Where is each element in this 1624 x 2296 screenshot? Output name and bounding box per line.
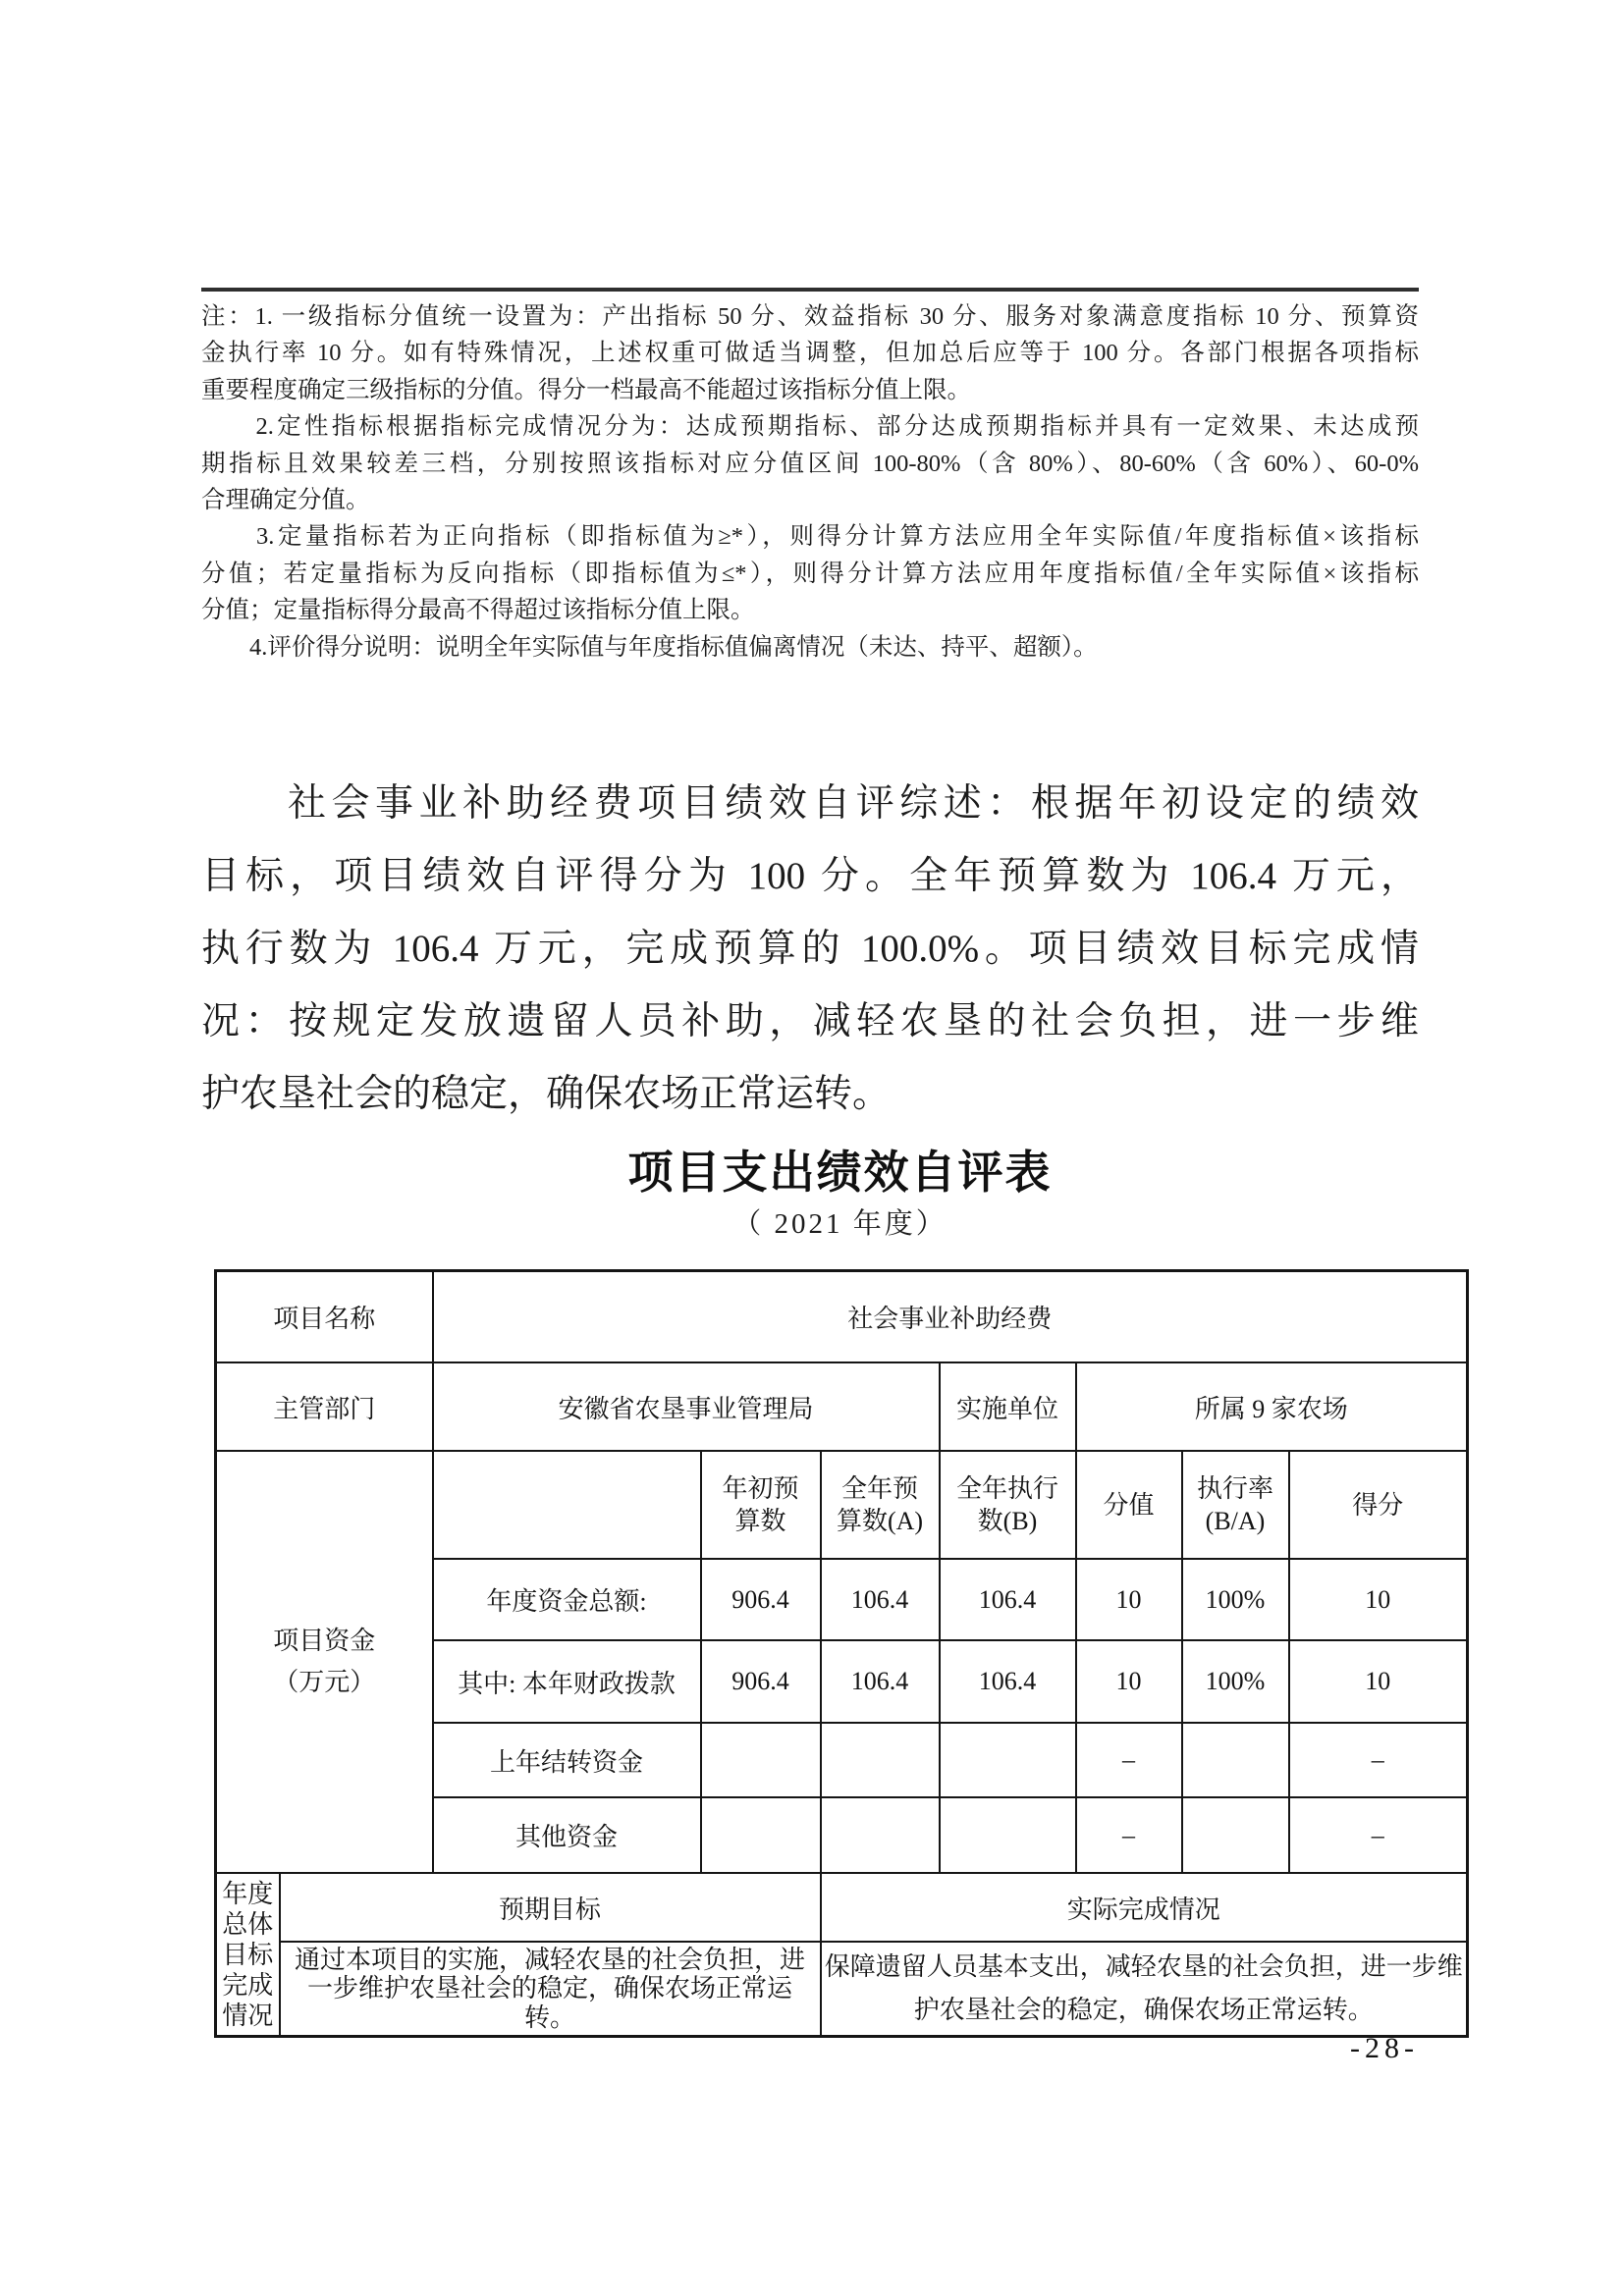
funds-row-header-empty <box>433 1451 701 1559</box>
fund-row-label: 上年结转资金 <box>433 1723 701 1797</box>
fund-executed: 106.4 <box>940 1640 1076 1723</box>
header-weight: 分值 <box>1076 1451 1182 1559</box>
fund-rate <box>1182 1723 1289 1797</box>
page-number: -28- <box>1350 2032 1419 2064</box>
actual-completion-text: 保障遗留人员基本支出，减轻农垦的社会负担，进一步维护农垦社会的稳定，确保农场正常运转。 <box>821 1942 1468 2037</box>
summary-paragraph <box>201 768 1419 1131</box>
fund-budget: 106.4 <box>821 1559 940 1640</box>
header-initial-budget: 年初预 算数 <box>701 1451 821 1559</box>
fund-score: – <box>1289 1723 1468 1797</box>
header-score: 得分 <box>1289 1451 1468 1559</box>
project-funds-label: 项目资金 （万元） <box>216 1451 433 1873</box>
fund-score: 10 <box>1289 1559 1468 1640</box>
expected-goal-header: 预期目标 <box>280 1873 821 1942</box>
dept-value: 安徽省农垦事业管理局 <box>433 1362 940 1451</box>
summary-line: 目标，项目绩效自评得分为 100 分。全年预算数为 106.4 万元， <box>201 855 1419 897</box>
fund-row-label: 其中: 本年财政拨款 <box>433 1640 701 1723</box>
note-line: 4.评价得分说明：说明全年实际值与年度指标值偏离情况（未达、持平、超额）。 <box>201 633 1098 661</box>
self-evaluation-table <box>214 1269 1469 2038</box>
summary-line: 况：按规定发放遗留人员补助，减轻农垦的社会负担，进一步维 <box>201 1000 1419 1042</box>
fund-initial <box>701 1723 821 1797</box>
dept-label: 主管部门 <box>216 1362 433 1451</box>
footnote-separator-rule <box>201 288 1419 292</box>
fund-rate: 100% <box>1182 1559 1289 1640</box>
fund-executed <box>940 1797 1076 1873</box>
project-name-value: 社会事业补助经费 <box>433 1271 1468 1363</box>
note-line: 分值；若定量指标为反向指标（即指标值为≤*），则得分计算方法应用年度指标值/全年实际值×该指标 <box>201 560 1419 587</box>
table-title: 项目支出绩效自评表 <box>627 1147 1053 1198</box>
fund-row-label: 其他资金 <box>433 1797 701 1873</box>
fund-score: 10 <box>1289 1640 1468 1723</box>
fund-rate <box>1182 1797 1289 1873</box>
fund-executed: 106.4 <box>940 1559 1076 1640</box>
expected-goal-text: 通过本项目的实施，减轻农垦的社会负担，进一步维护农垦社会的稳定，确保农场正常运转。 <box>280 1942 821 2037</box>
note-line: 3.定量指标若为正向指标（即指标值为≥*），则得分计算方法应用全年实际值/年度指标值×该指标 <box>201 523 1419 551</box>
notes-section <box>201 298 1419 666</box>
note-line: 合理确定分值。 <box>201 487 370 514</box>
table-subtitle: （ 2021 年度） <box>732 1208 947 1240</box>
note-line: 重要程度确定三级指标的分值。得分一档最高不能超过该指标分值上限。 <box>201 376 971 403</box>
fund-rate: 100% <box>1182 1640 1289 1723</box>
fund-weight: 10 <box>1076 1640 1182 1723</box>
note-line: 2.定性指标根据指标完成情况分为：达成预期指标、部分达成预期指标并具有一定效果、未达成预 <box>201 413 1419 441</box>
fund-weight: – <box>1076 1723 1182 1797</box>
fund-score: – <box>1289 1797 1468 1873</box>
summary-line: 社会事业补助经费项目绩效自评综述：根据年初设定的绩效 <box>288 782 1419 825</box>
impl-unit-label: 实施单位 <box>940 1362 1076 1451</box>
fund-initial: 906.4 <box>701 1559 821 1640</box>
summary-line: 执行数为 106.4 万元，完成预算的 100.0%。项目绩效目标完成情 <box>201 928 1419 970</box>
fund-budget <box>821 1797 940 1873</box>
actual-completion-header: 实际完成情况 <box>821 1873 1468 1942</box>
fund-row-label: 年度资金总额: <box>433 1559 701 1640</box>
fund-budget: 106.4 <box>821 1640 940 1723</box>
fund-executed <box>940 1723 1076 1797</box>
header-annual-budget: 全年预 算数(A) <box>821 1451 940 1559</box>
note-line: 分值；定量指标得分最高不得超过该指标分值上限。 <box>201 597 755 624</box>
note-line: 注：1. 一级指标分值统一设置为：产出指标 50 分、效益指标 30 分、服务对象满意度指标 10 分、预算资 <box>201 303 1419 330</box>
fund-budget <box>821 1723 940 1797</box>
annual-goal-label: 年度总体目标完成情况 <box>216 1873 280 2037</box>
header-exec-rate: 执行率 (B/A) <box>1182 1451 1289 1559</box>
note-line: 期指标且效果较差三档，分别按照该指标对应分值区间 100-80%（含 80%）、80-60%（含 60%）、60-0% <box>201 450 1419 477</box>
header-annual-executed: 全年执行 数(B) <box>940 1451 1076 1559</box>
project-name-label: 项目名称 <box>216 1271 433 1363</box>
fund-initial: 906.4 <box>701 1640 821 1723</box>
impl-unit-value: 所属 9 家农场 <box>1076 1362 1468 1451</box>
note-line: 金执行率 10 分。如有特殊情况，上述权重可做适当调整，但加总后应等于 100 分。各部门根据各项指标 <box>201 340 1419 367</box>
fund-weight: 10 <box>1076 1559 1182 1640</box>
fund-initial <box>701 1797 821 1873</box>
summary-line: 护农垦社会的稳定，确保农场正常运转。 <box>201 1073 892 1115</box>
fund-weight: – <box>1076 1797 1182 1873</box>
